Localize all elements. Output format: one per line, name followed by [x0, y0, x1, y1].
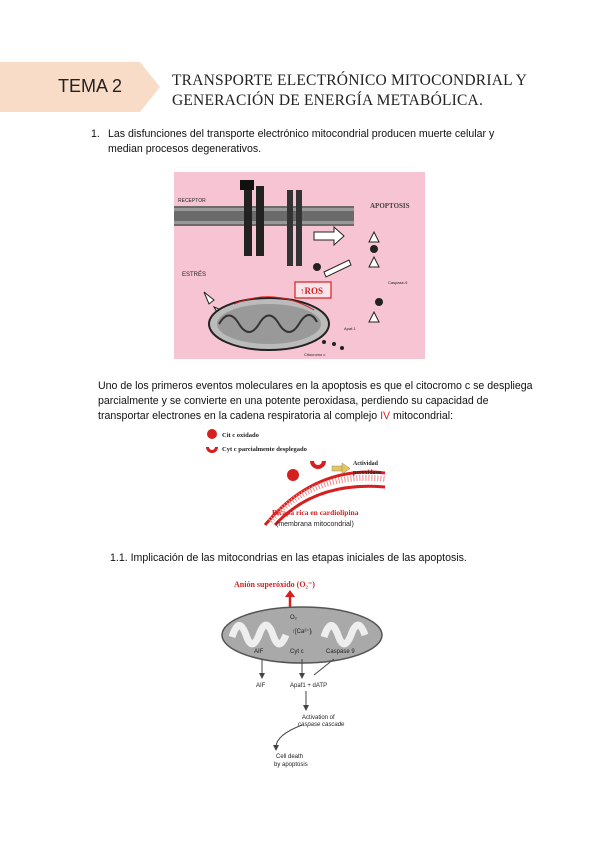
activation-line1: Activation of: [302, 715, 335, 721]
paragraph-line3: [98, 409, 453, 424]
anion-label: Anión superóxido (O₂⁻): [234, 580, 315, 589]
item1-line1: Las disfunciones del transporte electrónico mitocondrial producen muerte celular y: [108, 128, 495, 140]
bilayer-label: Bicapa rica en cardiolipina: [272, 508, 359, 517]
stress-label: ESTRÉS: [182, 272, 207, 278]
aif-label: AIF: [256, 683, 266, 689]
item1-line2: median procesos degenerativos.: [108, 143, 262, 155]
ros-label: ↑ROS: [300, 286, 324, 296]
tema-label: TEMA 2: [58, 76, 123, 96]
legend-oxidized: Cit c oxidado: [222, 432, 259, 439]
apoptosis-pathway-figure: [174, 172, 425, 359]
cytochrome-peroxidase-figure: [200, 425, 410, 533]
receptor-label: RECEPTOR: [178, 198, 206, 204]
o2-label: O₂: [290, 615, 297, 621]
cytc-label: Cyt c: [290, 649, 304, 655]
caspase9-label: Caspase 9: [326, 649, 355, 655]
paragraph-line1: Uno de los primeros eventos moleculares en la apoptosis es que el citocromo c se despliega: [98, 380, 533, 392]
paragraph-line2: parcialmente y se convierte en una potente peroxidasa, perdiendo su capacidad de: [98, 395, 489, 407]
cell-death-line2: by apoptosis: [274, 762, 308, 768]
complex-iv: IV: [380, 410, 391, 422]
membrane-label: (membrana mitocondrial): [276, 521, 354, 528]
legend-unfolded: Cyt c parcialmente desplegado: [222, 446, 307, 453]
peroxidase-label: peroxidasa: [353, 470, 381, 476]
paragraph-line3-text: transportar electrones en la cadena respiratoria al complejo: [98, 410, 381, 422]
item-number: 1.: [91, 128, 100, 140]
mitochondria-apoptosis-figure: [214, 575, 390, 771]
cytochrome-label: Citocromo c: [304, 352, 326, 357]
page-title-line1: TRANSPORTE ELECTRÓNICO MITOCONDRIAL Y: [172, 72, 528, 89]
paragraph-line3-end: mitocondrial:: [390, 410, 454, 422]
apaf-dATP-label: Apaf1 + dATP: [290, 683, 328, 689]
page-title-line2: GENERACIÓN DE ENERGÍA METABÓLICA.: [172, 92, 484, 109]
activity-label: Actividad: [353, 461, 379, 467]
calcium-label: ↑[Ca²⁺]ᵢ: [292, 629, 313, 635]
apoptosis-label: APOPTOSIS: [370, 202, 410, 210]
caspase-label: Caspase-9: [388, 280, 408, 285]
section-heading: 1.1. Implicación de las mitocondrias en las etapas iniciales de las apoptosis.: [110, 552, 467, 564]
apaf-label: Apaf-1: [344, 326, 356, 331]
cell-death-line1: Cell death: [276, 754, 304, 760]
aif-inner-label: AIF: [254, 649, 264, 655]
activation-line2: caspase cascade: [298, 722, 345, 728]
